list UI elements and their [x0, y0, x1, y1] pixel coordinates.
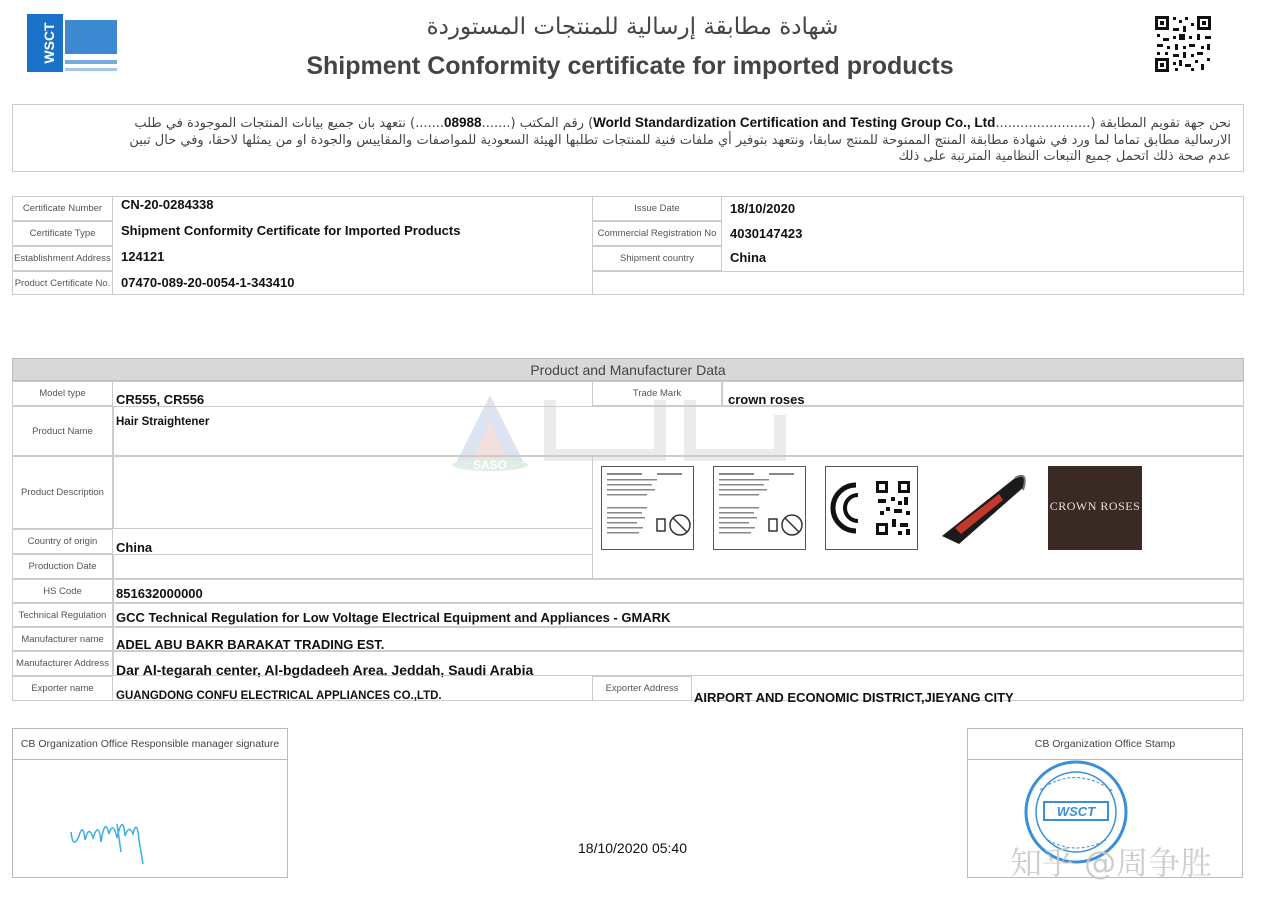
- issue-date: 18/10/2020: [730, 201, 796, 216]
- establishment-address: 124121: [121, 249, 165, 264]
- trade-mark-label: Trade Mark: [592, 381, 722, 406]
- hs-code-cell: [113, 579, 1244, 603]
- manufacturer-address: Dar Al-tegarah center, Al-bgdadeeh Area. Jeddah, Saudi Arabia: [116, 662, 534, 678]
- signature-box-title: CB Organization Office Responsible manager signature: [13, 729, 287, 760]
- svg-text:WSCT: WSCT: [41, 22, 57, 64]
- exporter-address: AIRPORT AND ECONOMIC DISTRICT,JIEYANG CITY: [694, 690, 1014, 705]
- exporter-name: GUANGDONG CONFU ELECTRICAL APPLIANCES CO.,LTD.: [116, 690, 442, 702]
- conformity-body-name: World Standardization Certification and Testing Group Co., Ltd: [593, 115, 996, 130]
- issue-date-label: Issue Date: [592, 196, 722, 221]
- manufacturer-name-cell: [113, 627, 1244, 651]
- gmark-qr-image: [825, 466, 918, 550]
- product-name-label: Product Name: [12, 406, 113, 456]
- shipment-country-label: Shipment country: [592, 246, 722, 271]
- pledge-line-1: نحن جهة تقويم المطابقة (.......................World Standardization Certification and Testing Group Co., Ltd) رقم المكتب (.......08988.......) نتعهد بان جميع بيانات المنتجات الموجودة في طلب: [134, 115, 1231, 131]
- brand-logo-text: CROWN ROSES: [1049, 499, 1141, 513]
- commercial-registration-label: Commercial Registration No: [592, 221, 722, 246]
- country-of-origin-label: Country of origin: [12, 529, 113, 554]
- manufacturer-name-label: Manufacturer name: [12, 627, 113, 651]
- product-certificate-number: 07470-089-20-0054-1-343410: [121, 275, 295, 290]
- technical-regulation-label: Technical Regulation: [12, 603, 113, 627]
- print-datetime: 18/10/2020 05:40: [578, 840, 687, 856]
- stamp-logo-text: WSCT: [1056, 804, 1096, 819]
- product-certificate-label: Product Certificate No.: [12, 271, 113, 295]
- shipment-country: China: [730, 250, 767, 265]
- product-name-cell: [113, 406, 1244, 456]
- empty-cell: [592, 271, 1244, 295]
- product-label-image-1: [601, 466, 694, 550]
- pledge-line-2: الارسالية مطابق تماما لما ورد في شهادة مطابقة المنتج الممنوحة للمنتج سابقا، ونتعهد بتوفير أي ملفات فنية للمنتجات تطلبها الهيئة السعودية للمواصفات والمقاييس والجودة او من يمثلها لاحقا، وفي حال تبين: [129, 133, 1231, 148]
- office-number: 08988: [444, 115, 482, 130]
- production-date-label: Production Date: [12, 554, 113, 579]
- signature-box: [12, 728, 288, 878]
- certificate-number: CN-20-0284338: [121, 197, 214, 212]
- establishment-address-label: Establishment Address: [12, 246, 113, 271]
- pledge-text: ) رقم المكتب (: [510, 116, 594, 131]
- trade-mark-cell: [722, 381, 1244, 406]
- certificate-type-label: Certificate Type: [12, 221, 113, 246]
- model-type-label: Model type: [12, 381, 113, 406]
- title-arabic: شهادة مطابقة إرسالية للمنتجات المستوردة: [426, 14, 839, 40]
- hs-code-label: HS Code: [12, 579, 113, 603]
- product-section-header: Product and Manufacturer Data: [12, 358, 1244, 381]
- product-label-image-2: [713, 466, 806, 550]
- product-description-label: Product Description: [12, 456, 113, 529]
- model-type: CR555, CR556: [116, 392, 205, 407]
- wsct-logo: [25, 10, 120, 80]
- manufacturer-name: ADEL ABU BAKR BARAKAT TRADING EST.: [116, 637, 385, 652]
- exporter-address-label: Exporter Address: [592, 676, 692, 701]
- manager-signature: [13, 760, 287, 878]
- pledge-line-3: عدم صحة ذلك اتحمل جميع التبعات النظامية المترتبة على ذلك: [898, 149, 1231, 164]
- product-description-cell: [113, 456, 593, 529]
- qr-code-icon: [1153, 14, 1213, 74]
- trade-mark: crown roses: [728, 392, 805, 407]
- zhihu-watermark: 知乎 @周争胜: [1010, 844, 1213, 882]
- pledge-statement: [12, 104, 1244, 172]
- pledge-text: نحن جهة تقويم المطابقة (: [1090, 116, 1231, 131]
- product-name: Hair Straightener: [116, 416, 210, 428]
- title-english: Shipment Conformity certificate for imported products: [306, 52, 954, 80]
- production-date-cell: [113, 554, 593, 579]
- commercial-registration-number: 4030147423: [730, 226, 803, 241]
- technical-regulation: GCC Technical Regulation for Low Voltage Electrical Equipment and Appliances - GMARK: [116, 610, 671, 625]
- certificate-type: Shipment Conformity Certificate for Imported Products: [121, 223, 461, 238]
- certificate-number-label: Certificate Number: [12, 196, 113, 221]
- crown-roses-brand-logo: [1048, 466, 1142, 550]
- exporter-name-label: Exporter name: [12, 676, 113, 701]
- hair-straightener-photo: [937, 466, 1030, 550]
- manufacturer-address-cell: [113, 651, 1244, 676]
- stamp-box-title: CB Organization Office Stamp: [968, 729, 1242, 760]
- pledge-text: ) نتعهد بان جميع بيانات المنتجات الموجودة في طلب: [134, 116, 416, 131]
- country-of-origin: China: [116, 540, 153, 555]
- saso-logo-text: SASO: [472, 458, 508, 472]
- hs-code: 851632000000: [116, 586, 203, 601]
- technical-regulation-cell: [113, 603, 1244, 627]
- manufacturer-address-label: Manufacturer Address: [12, 651, 113, 676]
